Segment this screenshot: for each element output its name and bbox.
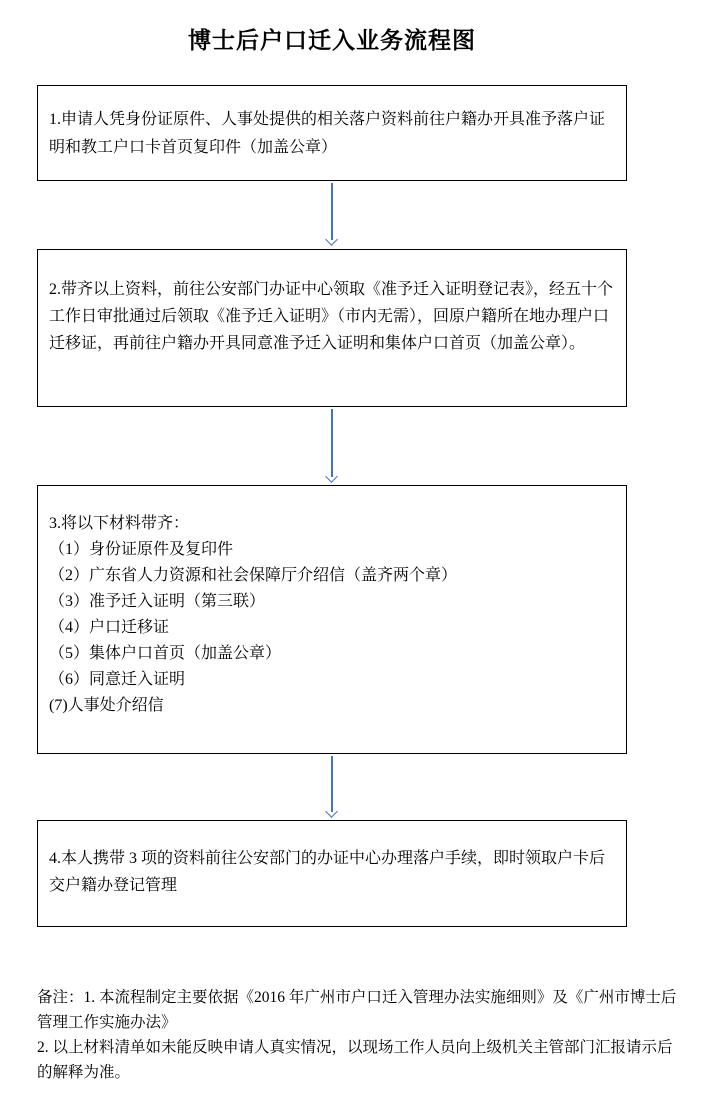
material-item-7: (7)人事处介绍信 (49, 697, 164, 714)
footer-notes (37, 985, 687, 1085)
material-item-2: （2）广东省人力资源和社会保障厅介绍信（盖齐两个章） (49, 567, 458, 584)
notes-paragraph-1: 备注：1. 本流程制定主要依据《2016 年广州市户口迁入管理办法实施细则》及《广州市博士后管理工作实施办法》 (37, 989, 677, 1031)
flow-step-1-box (37, 85, 627, 181)
flow-arrow-3-down-icon (323, 756, 341, 819)
material-item-1: （1）身份证原件及复印件 (49, 541, 234, 558)
flow-step-2-text: 2.带齐以上资料，前往公安部门办证中心领取《准予迁入证明登记表》，经五十个工作日审批通过后领取《准予迁入证明》（市内无需），回原户籍所在地办理户口迁移证，再前往户籍办开具同意准予迁入证明和集体户口首页（加盖公章）。 (49, 281, 614, 352)
flow-step-4-text: 4.本人携带 3 项的资料前往公安部门的办证中心办理落户手续，即时领取户卡后交户籍办登记管理 (49, 850, 606, 894)
flow-arrow-2-down-icon (323, 409, 341, 484)
notes-paragraph-2: 2. 以上材料清单如未能反映申请人真实情况，以现场工作人员向上级机关主管部门汇报请示后的解释为准。 (37, 1039, 673, 1081)
page-title: 博士后户口迁入业务流程图 (188, 28, 476, 53)
material-item-6: （6）同意迁入证明 (49, 671, 186, 688)
flow-step-1-text: 1.申请人凭身份证原件、人事处提供的相关落户资料前往户籍办开具准予落户证明和教工户口卡首页复印件（加盖公章） (49, 111, 606, 156)
material-item-3: （3）准予迁入证明（第三联） (49, 593, 266, 610)
arrow-shaft (331, 409, 333, 477)
material-item-5: （5）集体户口首页（加盖公章） (49, 645, 282, 662)
arrow-head (325, 233, 338, 246)
arrow-head (325, 470, 338, 483)
flow-step-2-box (37, 249, 627, 407)
material-item-4: （4）户口迁移证 (49, 619, 170, 636)
flow-step-3-intro: 3.将以下材料带齐： (49, 515, 190, 532)
arrow-shaft (331, 756, 333, 812)
flow-arrow-1-down-icon (323, 183, 341, 247)
arrow-shaft (331, 183, 333, 240)
flow-step-4-box (37, 820, 627, 927)
arrow-head (325, 805, 338, 818)
flow-step-3-box (37, 485, 627, 754)
